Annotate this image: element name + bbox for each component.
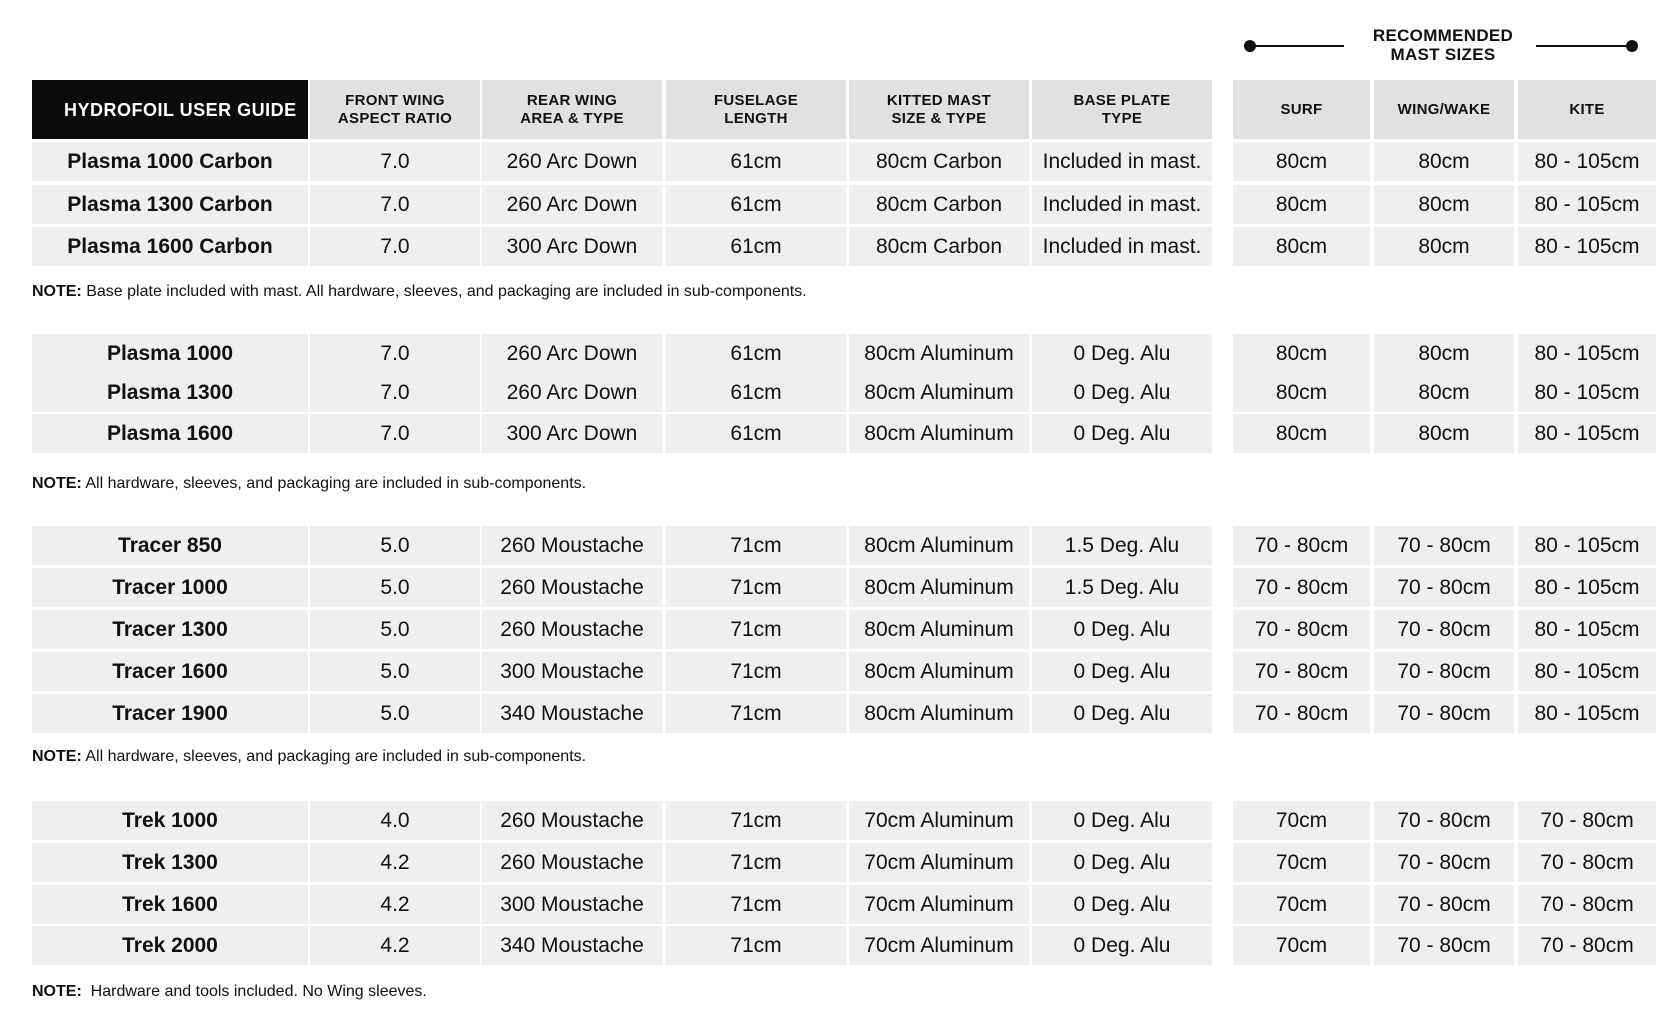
wing-wake-mast: 70 - 80cm [1374, 652, 1514, 691]
header-wing-wake: WING/WAKE [1374, 80, 1514, 139]
group-note [32, 748, 586, 766]
left-line [1250, 45, 1344, 47]
model-name: Plasma 1000 Carbon [32, 142, 308, 181]
fuselage-length: 61cm [666, 185, 846, 224]
model-name: Plasma 1300 [32, 373, 308, 412]
fuselage-length: 71cm [666, 843, 846, 882]
header-kitted-mast: KITTED MAST SIZE & TYPE [849, 80, 1029, 139]
note-text: Hardware and tools included. No Wing sleeves. [81, 983, 427, 1000]
kite-mast: 80 - 105cm [1518, 227, 1656, 266]
rear-wing: 260 Moustache [482, 843, 662, 882]
right-dot-icon [1626, 40, 1638, 52]
base-plate: 1.5 Deg. Alu [1032, 568, 1212, 607]
model-name: Tracer 1600 [32, 652, 308, 691]
kitted-mast: 80cm Carbon [849, 227, 1029, 266]
model-name: Trek 1000 [32, 801, 308, 840]
kitted-mast: 70cm Aluminum [849, 801, 1029, 840]
base-plate: 0 Deg. Alu [1032, 843, 1212, 882]
kite-mast: 80 - 105cm [1518, 526, 1656, 565]
aspect-ratio: 4.2 [310, 885, 480, 924]
wing-wake-mast: 70 - 80cm [1374, 801, 1514, 840]
wing-wake-mast: 70 - 80cm [1374, 610, 1514, 649]
surf-mast: 70 - 80cm [1233, 652, 1370, 691]
wing-wake-mast: 70 - 80cm [1374, 568, 1514, 607]
model-name: Tracer 1000 [32, 568, 308, 607]
model-name: Plasma 1000 [32, 334, 308, 373]
header-rear-wing: REAR WING AREA & TYPE [482, 80, 662, 139]
kitted-mast: 80cm Aluminum [849, 610, 1029, 649]
right-line [1536, 45, 1630, 47]
surf-mast: 70cm [1233, 926, 1370, 965]
base-plate: Included in mast. [1032, 227, 1212, 266]
fuselage-length: 71cm [666, 526, 846, 565]
kitted-mast: 80cm Carbon [849, 142, 1029, 181]
note-label: NOTE: [32, 283, 82, 300]
rear-wing: 340 Moustache [482, 694, 662, 733]
fuselage-length: 71cm [666, 926, 846, 965]
base-plate: Included in mast. [1032, 185, 1212, 224]
rear-wing: 260 Moustache [482, 526, 662, 565]
rear-wing: 260 Moustache [482, 568, 662, 607]
note-text: All hardware, sleeves, and packaging are included in sub-components. [81, 475, 587, 492]
surf-mast: 80cm [1233, 185, 1370, 224]
wing-wake-mast: 70 - 80cm [1374, 526, 1514, 565]
base-plate: 0 Deg. Alu [1032, 926, 1212, 965]
aspect-ratio: 4.0 [310, 801, 480, 840]
kitted-mast: 70cm Aluminum [849, 843, 1029, 882]
note-label: NOTE: [32, 983, 82, 1000]
header-kite: KITE [1518, 80, 1656, 139]
kite-mast: 80 - 105cm [1518, 694, 1656, 733]
aspect-ratio: 7.0 [310, 185, 480, 224]
base-plate: 1.5 Deg. Alu [1032, 526, 1212, 565]
surf-mast: 70cm [1233, 843, 1370, 882]
kite-mast: 70 - 80cm [1518, 843, 1656, 882]
aspect-ratio: 5.0 [310, 568, 480, 607]
rear-wing: 300 Moustache [482, 652, 662, 691]
rear-wing: 260 Moustache [482, 610, 662, 649]
fuselage-length: 61cm [666, 142, 846, 181]
fuselage-length: 61cm [666, 227, 846, 266]
rear-wing: 300 Arc Down [482, 227, 662, 266]
model-name: Tracer 850 [32, 526, 308, 565]
surf-mast: 70cm [1233, 885, 1370, 924]
wing-wake-mast: 80cm [1374, 334, 1514, 373]
surf-mast: 80cm [1233, 334, 1370, 373]
kite-mast: 70 - 80cm [1518, 801, 1656, 840]
surf-mast: 70cm [1233, 801, 1370, 840]
fuselage-length: 71cm [666, 610, 846, 649]
kite-mast: 80 - 105cm [1518, 373, 1656, 412]
wing-wake-mast: 70 - 80cm [1374, 926, 1514, 965]
recommended-mast-sizes-header [1230, 26, 1656, 66]
wing-wake-mast: 80cm [1374, 227, 1514, 266]
base-plate: 0 Deg. Alu [1032, 694, 1212, 733]
surf-mast: 70 - 80cm [1233, 610, 1370, 649]
wing-wake-mast: 70 - 80cm [1374, 843, 1514, 882]
kite-mast: 80 - 105cm [1518, 142, 1656, 181]
kitted-mast: 70cm Aluminum [849, 926, 1029, 965]
base-plate: 0 Deg. Alu [1032, 885, 1212, 924]
recommended-title: RECOMMENDED MAST SIZES [1372, 26, 1514, 64]
note-text: All hardware, sleeves, and packaging are included in sub-components. [81, 748, 587, 765]
kitted-mast: 80cm Aluminum [849, 652, 1029, 691]
group-note [32, 283, 807, 301]
fuselage-length: 61cm [666, 414, 846, 453]
surf-mast: 80cm [1233, 142, 1370, 181]
surf-mast: 80cm [1233, 227, 1370, 266]
group-note [32, 983, 427, 1001]
note-label: NOTE: [32, 475, 82, 492]
rear-wing: 340 Moustache [482, 926, 662, 965]
base-plate: 0 Deg. Alu [1032, 610, 1212, 649]
surf-mast: 80cm [1233, 373, 1370, 412]
kitted-mast: 70cm Aluminum [849, 885, 1029, 924]
wing-wake-mast: 80cm [1374, 373, 1514, 412]
kitted-mast: 80cm Carbon [849, 185, 1029, 224]
fuselage-length: 71cm [666, 885, 846, 924]
wing-wake-mast: 80cm [1374, 414, 1514, 453]
header-front-wing: FRONT WING ASPECT RATIO [310, 80, 480, 139]
surf-mast: 70 - 80cm [1233, 526, 1370, 565]
aspect-ratio: 5.0 [310, 652, 480, 691]
fuselage-length: 61cm [666, 334, 846, 373]
kite-mast: 80 - 105cm [1518, 334, 1656, 373]
kitted-mast: 80cm Aluminum [849, 373, 1029, 412]
kitted-mast: 80cm Aluminum [849, 414, 1029, 453]
base-plate: 0 Deg. Alu [1032, 801, 1212, 840]
base-plate: 0 Deg. Alu [1032, 652, 1212, 691]
rear-wing: 300 Arc Down [482, 414, 662, 453]
fuselage-length: 71cm [666, 694, 846, 733]
aspect-ratio: 4.2 [310, 926, 480, 965]
model-name: Tracer 1300 [32, 610, 308, 649]
model-name: Trek 2000 [32, 926, 308, 965]
base-plate: Included in mast. [1032, 142, 1212, 181]
wing-wake-mast: 80cm [1374, 185, 1514, 224]
rear-wing: 260 Arc Down [482, 185, 662, 224]
aspect-ratio: 5.0 [310, 610, 480, 649]
model-name: Trek 1300 [32, 843, 308, 882]
kite-mast: 80 - 105cm [1518, 610, 1656, 649]
aspect-ratio: 7.0 [310, 373, 480, 412]
surf-mast: 80cm [1233, 414, 1370, 453]
kite-mast: 70 - 80cm [1518, 885, 1656, 924]
aspect-ratio: 7.0 [310, 142, 480, 181]
model-name: Tracer 1900 [32, 694, 308, 733]
kitted-mast: 80cm Aluminum [849, 568, 1029, 607]
kite-mast: 70 - 80cm [1518, 926, 1656, 965]
group-note [32, 475, 586, 493]
kite-mast: 80 - 105cm [1518, 652, 1656, 691]
kite-mast: 80 - 105cm [1518, 414, 1656, 453]
rear-wing: 300 Moustache [482, 885, 662, 924]
fuselage-length: 71cm [666, 568, 846, 607]
wing-wake-mast: 70 - 80cm [1374, 885, 1514, 924]
wing-wake-mast: 80cm [1374, 142, 1514, 181]
aspect-ratio: 5.0 [310, 694, 480, 733]
aspect-ratio: 5.0 [310, 526, 480, 565]
kitted-mast: 80cm Aluminum [849, 526, 1029, 565]
fuselage-length: 71cm [666, 652, 846, 691]
rear-wing: 260 Arc Down [482, 334, 662, 373]
fuselage-length: 71cm [666, 801, 846, 840]
kitted-mast: 80cm Aluminum [849, 334, 1029, 373]
model-name: Plasma 1600 [32, 414, 308, 453]
note-label: NOTE: [32, 748, 82, 765]
rear-wing: 260 Moustache [482, 801, 662, 840]
surf-mast: 70 - 80cm [1233, 568, 1370, 607]
aspect-ratio: 4.2 [310, 843, 480, 882]
rear-wing: 260 Arc Down [482, 373, 662, 412]
kite-mast: 80 - 105cm [1518, 568, 1656, 607]
base-plate: 0 Deg. Alu [1032, 334, 1212, 373]
note-text: Base plate included with mast. All hardware, sleeves, and packaging are included in sub-components. [81, 283, 807, 300]
aspect-ratio: 7.0 [310, 414, 480, 453]
surf-mast: 70 - 80cm [1233, 694, 1370, 733]
fuselage-length: 61cm [666, 373, 846, 412]
model-name: Plasma 1300 Carbon [32, 185, 308, 224]
aspect-ratio: 7.0 [310, 227, 480, 266]
header-base-plate: BASE PLATE TYPE [1032, 80, 1212, 139]
header-fuselage: FUSELAGE LENGTH [666, 80, 846, 139]
header-surf: SURF [1233, 80, 1370, 139]
rear-wing: 260 Arc Down [482, 142, 662, 181]
header-guide-title: HYDROFOIL USER GUIDE [32, 80, 308, 139]
wing-wake-mast: 70 - 80cm [1374, 694, 1514, 733]
model-name: Plasma 1600 Carbon [32, 227, 308, 266]
kitted-mast: 80cm Aluminum [849, 694, 1029, 733]
base-plate: 0 Deg. Alu [1032, 373, 1212, 412]
base-plate: 0 Deg. Alu [1032, 414, 1212, 453]
aspect-ratio: 7.0 [310, 334, 480, 373]
kite-mast: 80 - 105cm [1518, 185, 1656, 224]
model-name: Trek 1600 [32, 885, 308, 924]
